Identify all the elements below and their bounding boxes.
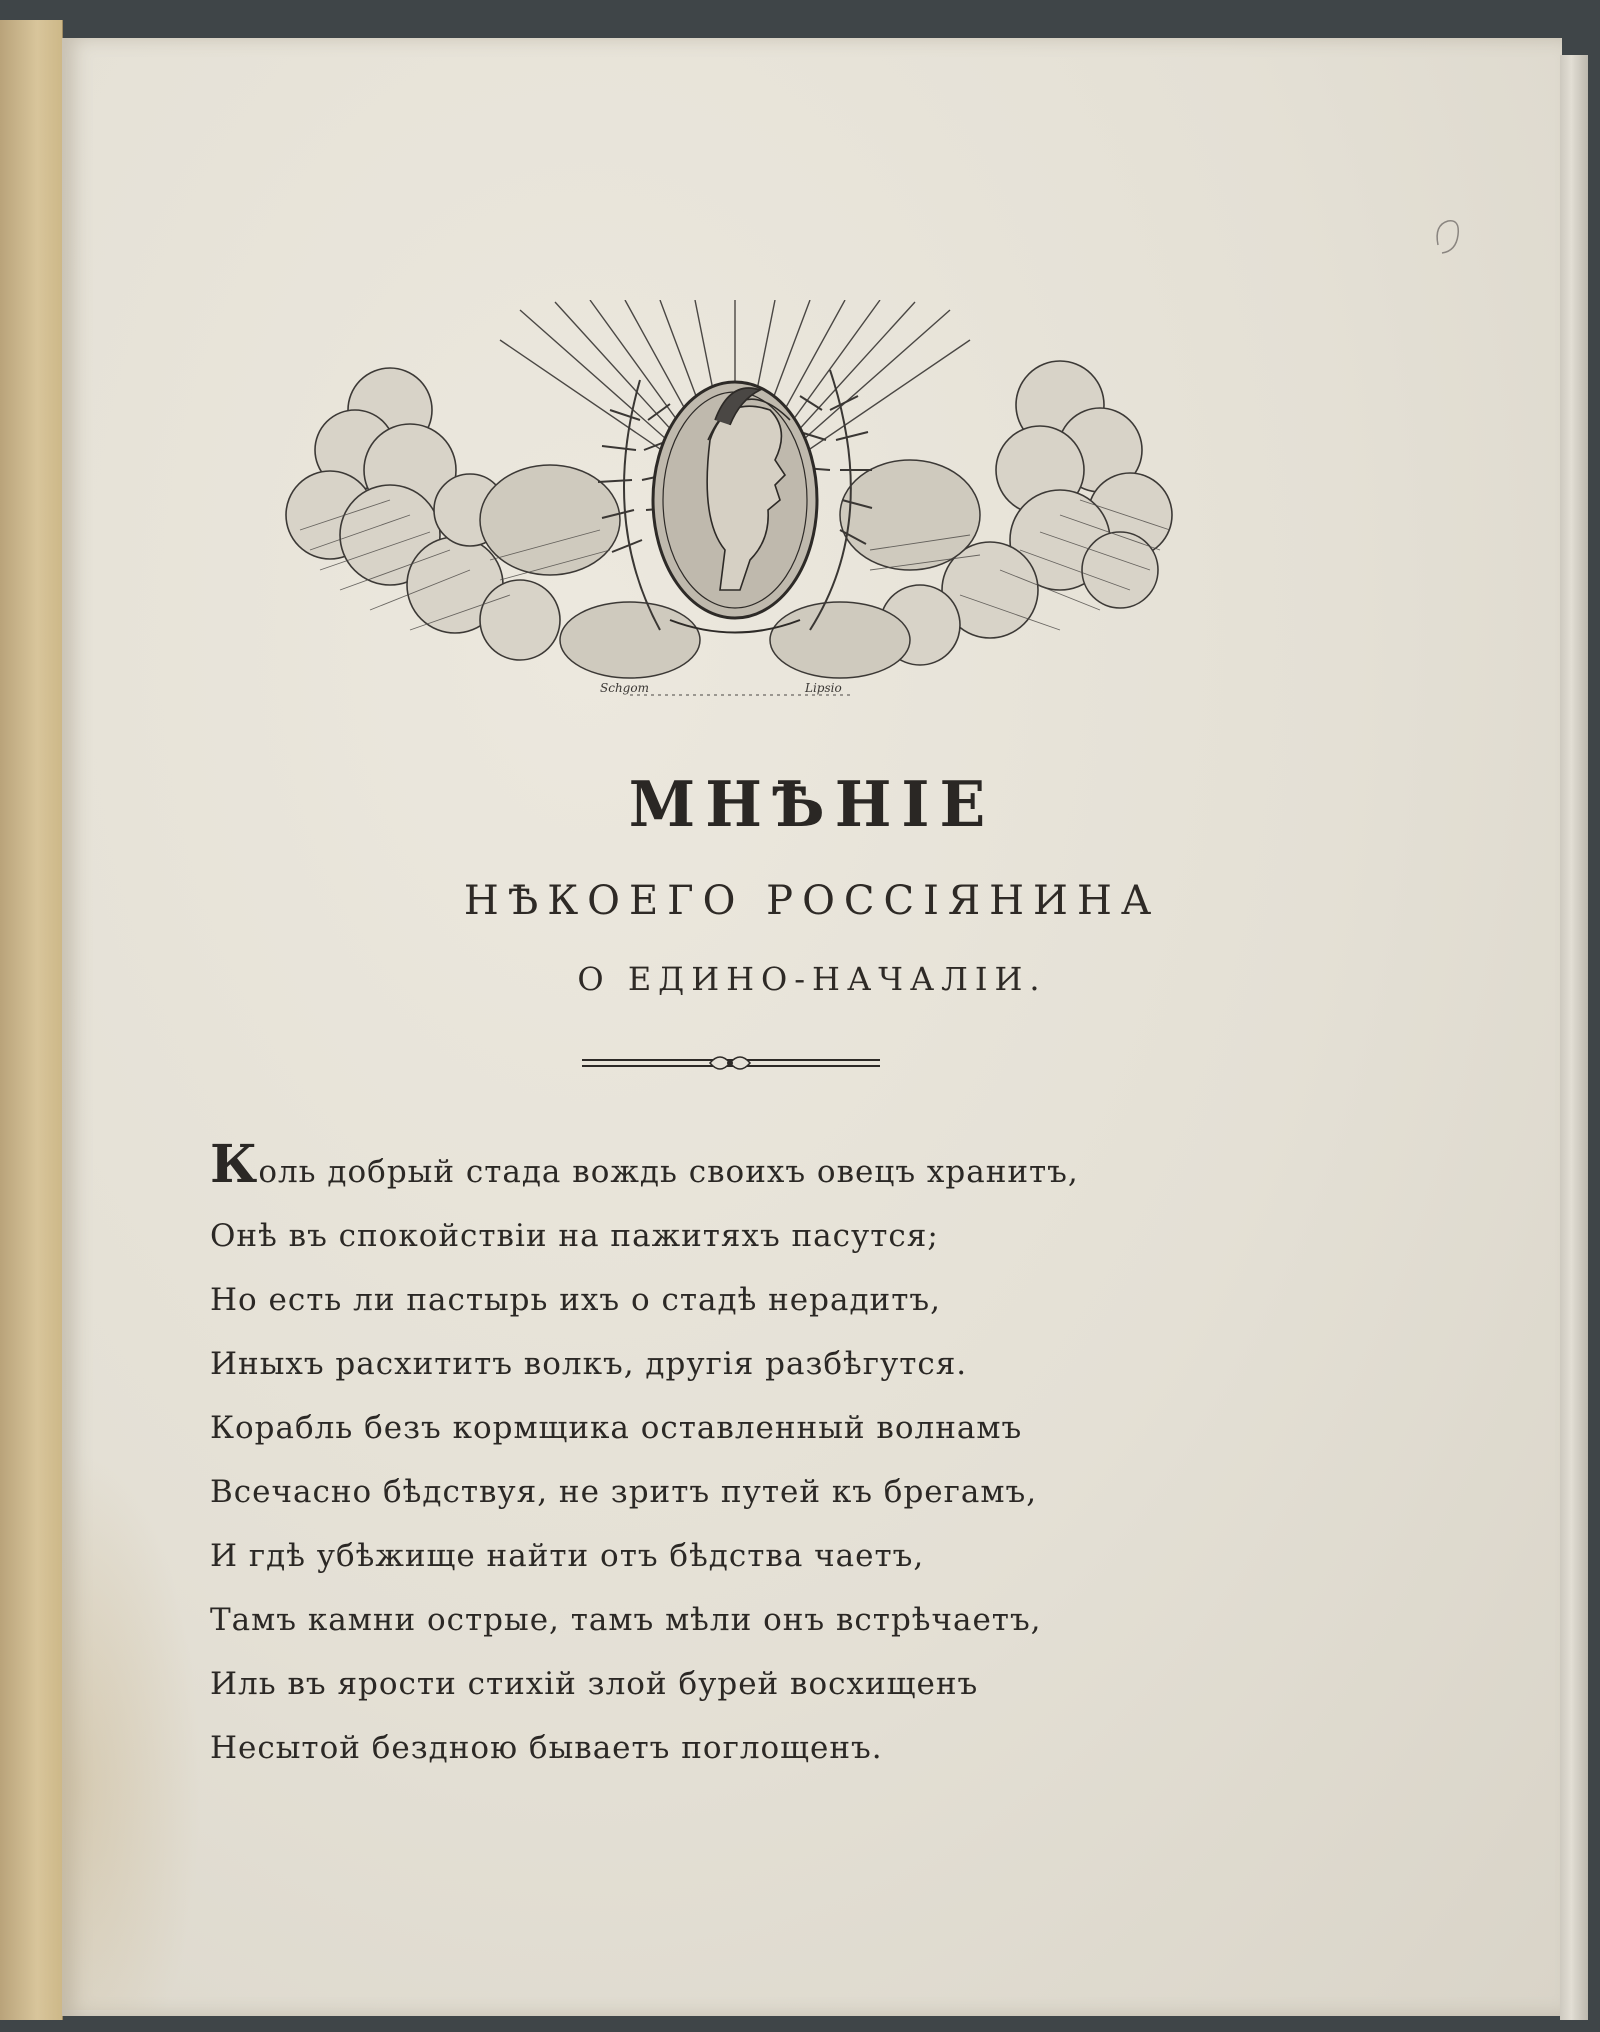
poem-line: Несытой бездною бываетъ поглощенъ.: [210, 1730, 883, 1766]
poem: [210, 1134, 1210, 1780]
drop-cap: К: [210, 1134, 259, 1195]
poem-line: Тамъ камни острые, тамъ мѣли онъ встрѣчаетъ,: [210, 1602, 1042, 1638]
poem-line: Корабль безъ кормщика оставленный волнамъ: [210, 1410, 1023, 1446]
poem-line: Иль въ ярости стихiй злой бурей восхищенъ: [210, 1666, 979, 1702]
page-title: МНѢНIЕ: [628, 768, 996, 842]
poem-line: Онѣ въ спокойствiи на пажитяхъ пасутся;: [210, 1218, 939, 1254]
poem-line: Всечасно бѣдствуя, не зритъ путей къ брегамъ,: [210, 1474, 1038, 1510]
facing-page-edge: [0, 20, 63, 2020]
page-subtitle: НѢКОЕГО РОССIЯНИНА: [463, 878, 1161, 924]
poem-line: И гдѣ убѣжище найти отъ бѣдства чаетъ,: [210, 1538, 925, 1574]
poem-line: Коль добрый стада вождь своихъ овецъ хранитъ,: [210, 1134, 1079, 1195]
page-stack-edge: [1560, 55, 1588, 2020]
page-subtitle-2: О ЕДИНО-НАЧАЛIИ.: [577, 960, 1047, 998]
engraver-caption-right: Lipsio: [805, 681, 842, 695]
poem-line: Иныхъ расхититъ волкъ, другiя разбѣгутся.: [210, 1346, 968, 1382]
paper-stain: [62, 1450, 202, 2010]
title-rule-ornament: [580, 1048, 880, 1078]
engraver-caption-left: Schgom: [600, 681, 649, 695]
poem-line: Но есть ли пастырь ихъ о стадѣ нерадитъ,: [210, 1282, 941, 1318]
pencil-mark: [1430, 215, 1470, 259]
engraved-vignette: [270, 300, 1200, 710]
